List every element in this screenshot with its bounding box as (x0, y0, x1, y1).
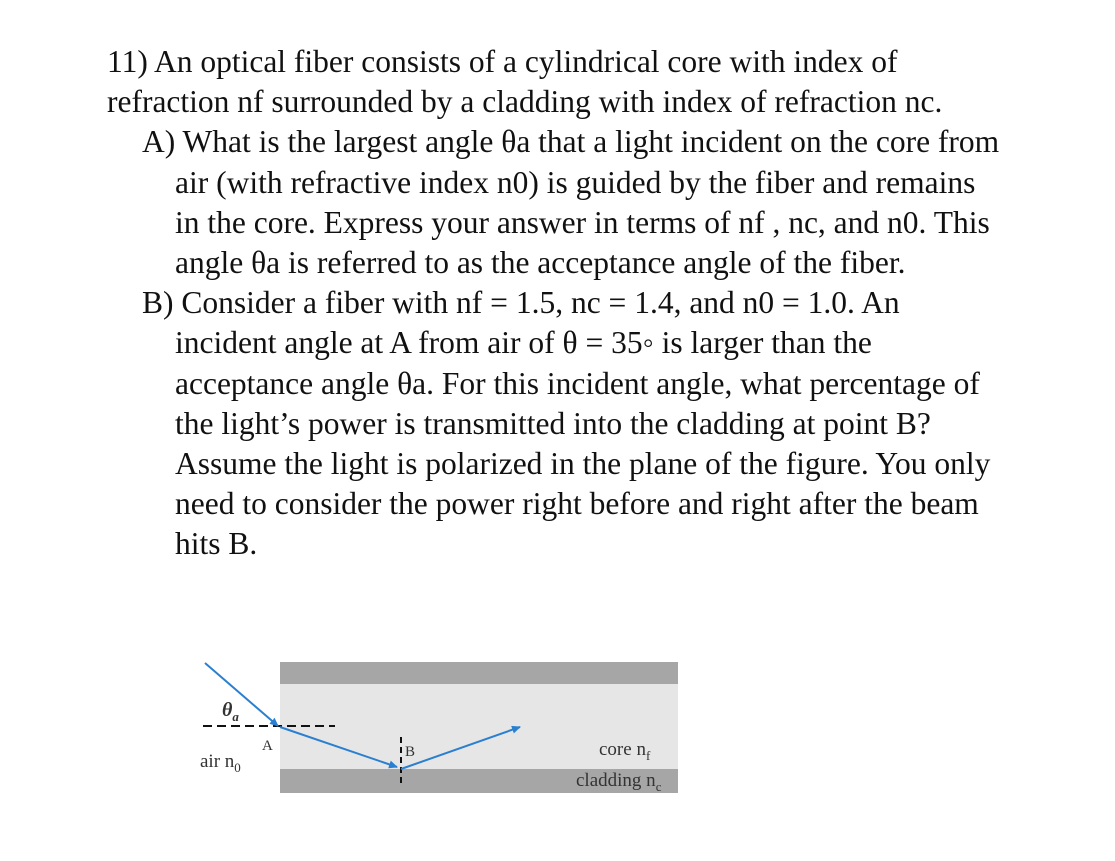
cladding-index-label: cladding $n_c$ (576, 770, 662, 794)
incident-ray (205, 663, 278, 726)
optical-fiber-figure (195, 655, 685, 800)
problem-text (107, 42, 1007, 565)
point-b-label: B (405, 744, 416, 760)
part-a-text: A) What is the largest angle θa that a light incident on the core from air (with refractive index n0) is guided by the fiber and remains in the core. Express your answer in terms of nf , nc, and n0. This angle θa is referred to as the acceptance angle of the fiber. (142, 124, 1000, 281)
theta-a-label: $\theta_a$ (222, 699, 239, 724)
core-index-label: core $n_f$ (599, 739, 651, 763)
fiber-diagram (195, 655, 685, 800)
part-b-text: B) Consider a fiber with nf = 1.5, nc = 1.4, and n0 = 1.0. An incident angle at A from air of θ = 35◦ is larger than the acceptance angle θa. For this incident angle, what percentage of the light’s power is transmitted into the cladding at point B? Assume the light is polarized in the plane of the figure. You only need to consider the power right before and right after the beam hits B. (142, 285, 991, 562)
air-index-label: air $n_0$ (200, 751, 241, 775)
problem-stem: 11) An optical fiber consists of a cylindrical core with index of refraction nf surrounded by a cladding with index of refraction nc. (107, 44, 943, 120)
point-a-label: A (262, 738, 273, 754)
top-cladding (280, 662, 678, 684)
